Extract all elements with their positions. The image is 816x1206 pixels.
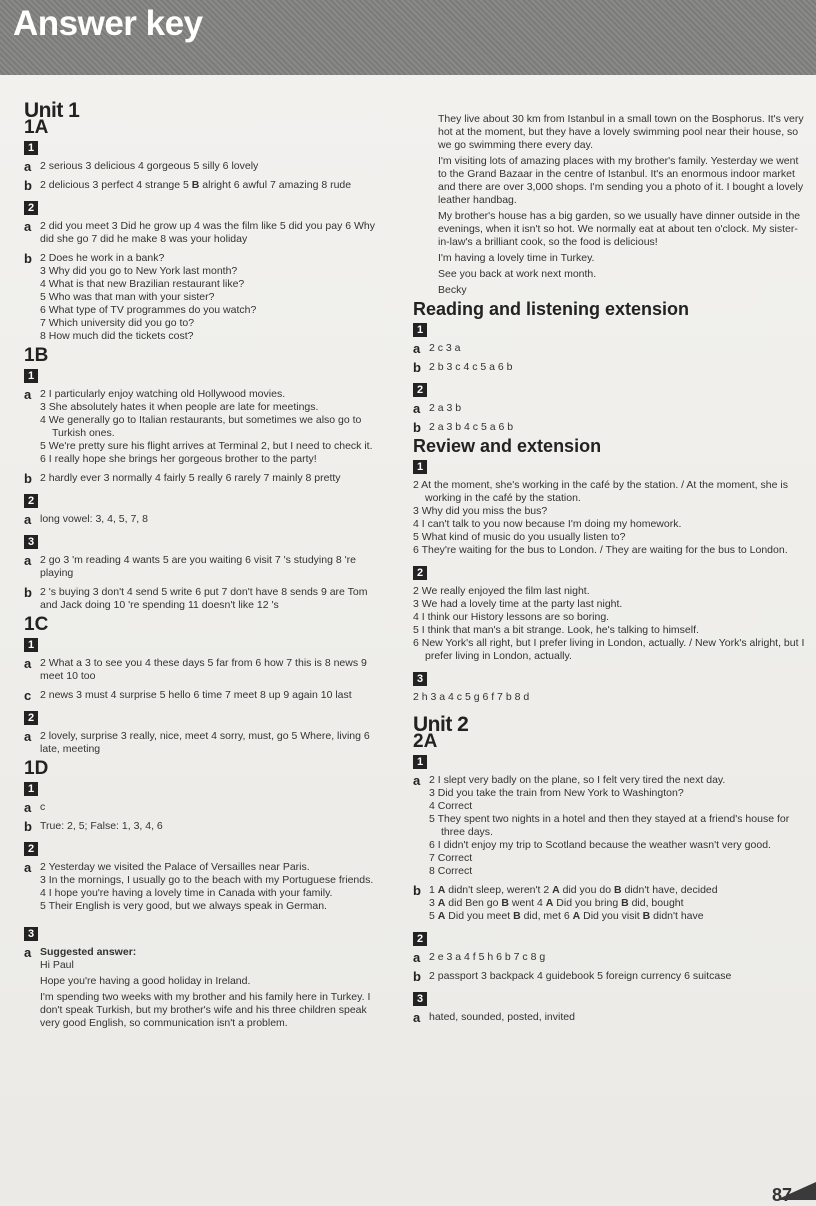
exercise-number: 3: [24, 927, 38, 941]
answer-part: [413, 970, 808, 983]
section-heading: 1C: [24, 614, 49, 635]
answer-part: [413, 585, 808, 663]
answer-text: 2 lovely, surprise 3 really, nice, meet 4 sorry, must, go 5 Where, living 6 late, meeting: [40, 730, 370, 755]
answer-list: [429, 884, 808, 923]
answer-text: 2 a 3 b: [429, 402, 462, 414]
part-letter: c: [24, 688, 32, 703]
part-letter: a: [413, 1010, 421, 1025]
answer-text: hated, sounded, posted, invited: [429, 1011, 575, 1023]
section-heading: Review and extension: [413, 436, 602, 456]
list-item: 8 Correct: [429, 865, 473, 877]
paragraph: I'm visiting lots of amazing places with my brother's family. Yesterday we went to the Grand Bazaar in the centre of Istanbul. It's an enormous indoor market and there are over 3,000 shops. I'm sending you a photo of it. I bought a lovely leather handbag.: [438, 155, 804, 206]
part-letter: b: [24, 585, 32, 600]
paragraph: My brother's house has a big garden, so we usually have dinner outside in the evenings, when it isn't so hot. We normally eat at about ten o'clock. My sister-in-law's a brilliant cook, so the food is delicious!: [438, 210, 801, 248]
list-item: 3 Why did you miss the bus?: [413, 505, 548, 517]
part-letter: a: [413, 341, 421, 356]
exercise-number: 1: [413, 323, 427, 337]
list-item: 3 A did Ben go B went 4 A Did you bring B did, bought: [429, 897, 684, 909]
answer-text: [40, 946, 384, 1033]
list-item: 6 New York's all right, but I prefer living in London, actually. / New York's alright, but I prefer living in London, actually.: [413, 637, 805, 662]
paragraph: Becky: [438, 284, 467, 296]
left-column: [24, 99, 384, 1039]
list-item: 2 Yesterday we visited the Palace of Versailles near Paris.: [40, 861, 310, 873]
answer-part: [24, 160, 384, 173]
list-item: 5 Their English is very good, but we always speak in German.: [40, 900, 327, 912]
page-number: 87: [771, 1185, 792, 1205]
answer-text: 2 go 3 'm reading 4 wants 5 are you waiting 6 visit 7 's studying 8 're playing: [40, 554, 356, 579]
exercise-number: 3: [413, 672, 427, 686]
answer-text: 2 a 3 b 4 c 5 a 6 b: [429, 421, 514, 433]
list-item: 4 Correct: [429, 800, 473, 812]
part-letter: b: [413, 969, 421, 984]
list-item: 2 At the moment, she's working in the café by the station. / At the moment, she is working in the café by the station.: [413, 479, 788, 504]
exercise-number: 1: [24, 369, 38, 383]
answer-part: [413, 402, 808, 415]
paragraph: I'm having a lovely time in Turkey.: [438, 252, 595, 264]
section-heading: 1A: [24, 117, 49, 138]
section-heading: Reading and listening extension: [413, 299, 690, 319]
part-letter: b: [24, 471, 32, 486]
letter-text: [40, 959, 384, 1030]
list-item: 2 We really enjoyed the film last night.: [413, 585, 590, 597]
answer-text: long vowel: 3, 4, 5, 7, 8: [40, 513, 148, 525]
part-letter: a: [24, 800, 32, 815]
answer-part: [24, 220, 384, 246]
answer-text: 2 news 3 must 4 surprise 5 hello 6 time 7 meet 8 up 9 again 10 last: [40, 689, 352, 701]
unit-heading: Unit 2: [413, 713, 469, 736]
exercise-number: 1: [24, 141, 38, 155]
exercise-number: 2: [24, 201, 38, 215]
answer-part: [24, 554, 384, 580]
exercise-number: 1: [413, 755, 427, 769]
list-item: 4 We generally go to Italian restaurants, but sometimes we also go to Turkish ones.: [40, 414, 362, 439]
list-item: 6 What type of TV programmes do you watch?: [40, 304, 257, 316]
list-item: 4 What is that new Brazilian restaurant like?: [40, 278, 245, 290]
answer-text: 2 c 3 a: [429, 342, 461, 354]
list-item: 7 Which university did you go to?: [40, 317, 195, 329]
part-letter: b: [413, 883, 421, 898]
answer-text: True: 2, 5; False: 1, 3, 4, 6: [40, 820, 163, 832]
part-letter: a: [413, 401, 421, 416]
list-item: 5 A Did you meet B did, met 6 A Did you visit B didn't have: [429, 910, 704, 922]
answer-text: 2 passport 3 backpack 4 guidebook 5 foreign currency 6 suitcase: [429, 970, 732, 982]
part-letter: a: [24, 159, 32, 174]
part-letter: a: [24, 860, 32, 875]
answer-text: 2 delicious 3 perfect 4 strange 5 B alright 6 awful 7 amazing 8 rude: [40, 179, 352, 191]
part-letter: b: [24, 819, 32, 834]
list-item: 1 A didn't sleep, weren't 2 A did you do B didn't have, decided: [429, 884, 718, 896]
list-item: 7 Correct: [429, 852, 473, 864]
list-item: 3 Did you take the train from New York to Washington?: [429, 787, 684, 799]
answer-part: [24, 388, 384, 466]
answer-list: [40, 388, 384, 466]
list-item: 6 I really hope she brings her gorgeous brother to the party!: [40, 453, 317, 465]
answer-text: c: [40, 801, 46, 813]
unit-heading: Unit 1: [24, 99, 80, 122]
answer-part: [24, 657, 384, 683]
part-letter: a: [24, 219, 32, 234]
exercise-number: 1: [24, 638, 38, 652]
answer-part: [24, 730, 384, 756]
answer-part: [24, 946, 384, 1033]
part-letter: a: [24, 945, 32, 960]
suggested-label: Suggested answer:: [40, 946, 137, 958]
answer-text: 2 What a 3 to see you 4 these days 5 far from 6 how 7 this is 8 news 9 meet 10 too: [40, 657, 367, 682]
answer-text: 2 did you meet 3 Did he grow up 4 was the film like 5 did you pay 6 Why did she go 7 did he make 8 was your holiday: [40, 220, 376, 245]
answer-text: 2 h 3 a 4 c 5 g 6 f 7 b 8 d: [413, 691, 530, 703]
answer-text: 2 hardly ever 3 normally 4 fairly 5 really 6 rarely 7 mainly 8 pretty: [40, 472, 341, 484]
answer-part: [24, 252, 384, 343]
answer-part: [413, 342, 808, 355]
list-item: 5 Who was that man with your sister?: [40, 291, 215, 303]
list-item: 4 I hope you're having a lovely time in Canada with your family.: [40, 887, 333, 899]
answer-part: [413, 884, 808, 923]
answer-list: [429, 774, 808, 878]
paragraph: I'm spending two weeks with my brother and his family here in Turkey. I don't speak Turkish, but my brother's wife and his three children speak very good English, so communication isn't a problem.: [40, 991, 371, 1029]
list-item: 2 I particularly enjoy watching old Hollywood movies.: [40, 388, 286, 400]
list-item: 3 In the mornings, I usually go to the beach with my Portuguese friends.: [40, 874, 374, 886]
answer-part: [24, 179, 384, 192]
section-heading: 2A: [413, 731, 438, 752]
part-letter: b: [413, 360, 421, 375]
list-item: 2 I slept very badly on the plane, so I felt very tired the next day.: [429, 774, 726, 786]
list-item: 6 They're waiting for the bus to London. / They are waiting for the bus to London.: [413, 544, 788, 556]
answer-text: 2 e 3 a 4 f 5 h 6 b 7 c 8 g: [429, 951, 546, 963]
exercise-number: 1: [413, 460, 427, 474]
part-letter: a: [24, 656, 32, 671]
answer-part: [24, 513, 384, 526]
answer-part: [24, 820, 384, 833]
answer-part: [413, 1011, 808, 1024]
list-item: 3 We had a lovely time at the party last night.: [413, 598, 623, 610]
letter-continued: [413, 113, 808, 297]
list-item: 4 I can't talk to you now because I'm doing my homework.: [413, 518, 682, 530]
list-item: 3 Why did you go to New York last month?: [40, 265, 238, 277]
part-letter: b: [24, 178, 32, 193]
answer-part: [413, 774, 808, 878]
exercise-number: 2: [413, 932, 427, 946]
answer-part: [24, 472, 384, 485]
list-item: 5 They spent two nights in a hotel and then they stayed at a friend's house for three days.: [429, 813, 790, 838]
part-letter: a: [24, 729, 32, 744]
exercise-number: 2: [413, 566, 427, 580]
answer-text: 2 's buying 3 don't 4 send 5 write 6 put 7 don't have 8 sends 9 are Tom and Jack doing 10 're spending 11 doesn't like 12 's: [40, 586, 368, 611]
answer-part: [24, 861, 384, 913]
exercise-number: 1: [24, 782, 38, 796]
answer-part: [413, 691, 808, 704]
exercise-number: 2: [24, 494, 38, 508]
list-item: 3 She absolutely hates it when people are late for meetings.: [40, 401, 319, 413]
list-item: 5 We're pretty sure his flight arrives at Terminal 2, but I need to check it.: [40, 440, 373, 452]
part-letter: b: [413, 420, 421, 435]
answer-list: [40, 861, 384, 913]
answer-text: 2 serious 3 delicious 4 gorgeous 5 silly 6 lovely: [40, 160, 259, 172]
paragraph: See you back at work next month.: [438, 268, 597, 280]
header-bar: [0, 0, 816, 75]
page-corner-mark: [776, 1182, 816, 1200]
part-letter: a: [413, 773, 421, 788]
paragraph: Hi Paul: [40, 959, 74, 971]
answer-part: [24, 586, 384, 612]
list-item: 5 I think that man's a bit strange. Look, he's talking to himself.: [413, 624, 699, 636]
list-item: 4 I think our History lessons are so boring.: [413, 611, 610, 623]
answer-list: [40, 252, 384, 343]
list-item: 6 I didn't enjoy my trip to Scotland because the weather wasn't very good.: [429, 839, 771, 851]
answer-list: [413, 585, 808, 663]
answer-part: [413, 361, 808, 374]
part-letter: a: [24, 512, 32, 527]
answer-part: [413, 479, 808, 557]
paragraph: Hope you're having a good holiday in Ireland.: [40, 975, 251, 987]
section-heading: 1D: [24, 758, 49, 779]
part-letter: b: [24, 251, 32, 266]
exercise-number: 3: [24, 535, 38, 549]
answer-part: [413, 421, 808, 434]
exercise-number: 2: [413, 383, 427, 397]
answer-part: [24, 689, 384, 702]
answer-list: [413, 479, 808, 557]
page-title: Answer key: [13, 4, 203, 43]
paragraph: They live about 30 km from Istanbul in a small town on the Bosphorus. It's very hot at the moment, but they have a lovely swimming pool near their house, so we go swimming there every day.: [438, 113, 804, 151]
list-item: 5 What kind of music do you usually listen to?: [413, 531, 626, 543]
answer-part: [413, 951, 808, 964]
part-letter: a: [413, 950, 421, 965]
answer-part: [24, 801, 384, 814]
section-heading: 1B: [24, 345, 49, 366]
part-letter: a: [24, 387, 32, 402]
list-item: 8 How much did the tickets cost?: [40, 330, 194, 342]
list-item: 2 Does he work in a bank?: [40, 252, 165, 264]
exercise-number: 2: [24, 842, 38, 856]
exercise-number: 3: [413, 992, 427, 1006]
answer-text: 2 b 3 c 4 c 5 a 6 b: [429, 361, 513, 373]
right-column: [413, 113, 808, 1030]
part-letter: a: [24, 553, 32, 568]
exercise-number: 2: [24, 711, 38, 725]
